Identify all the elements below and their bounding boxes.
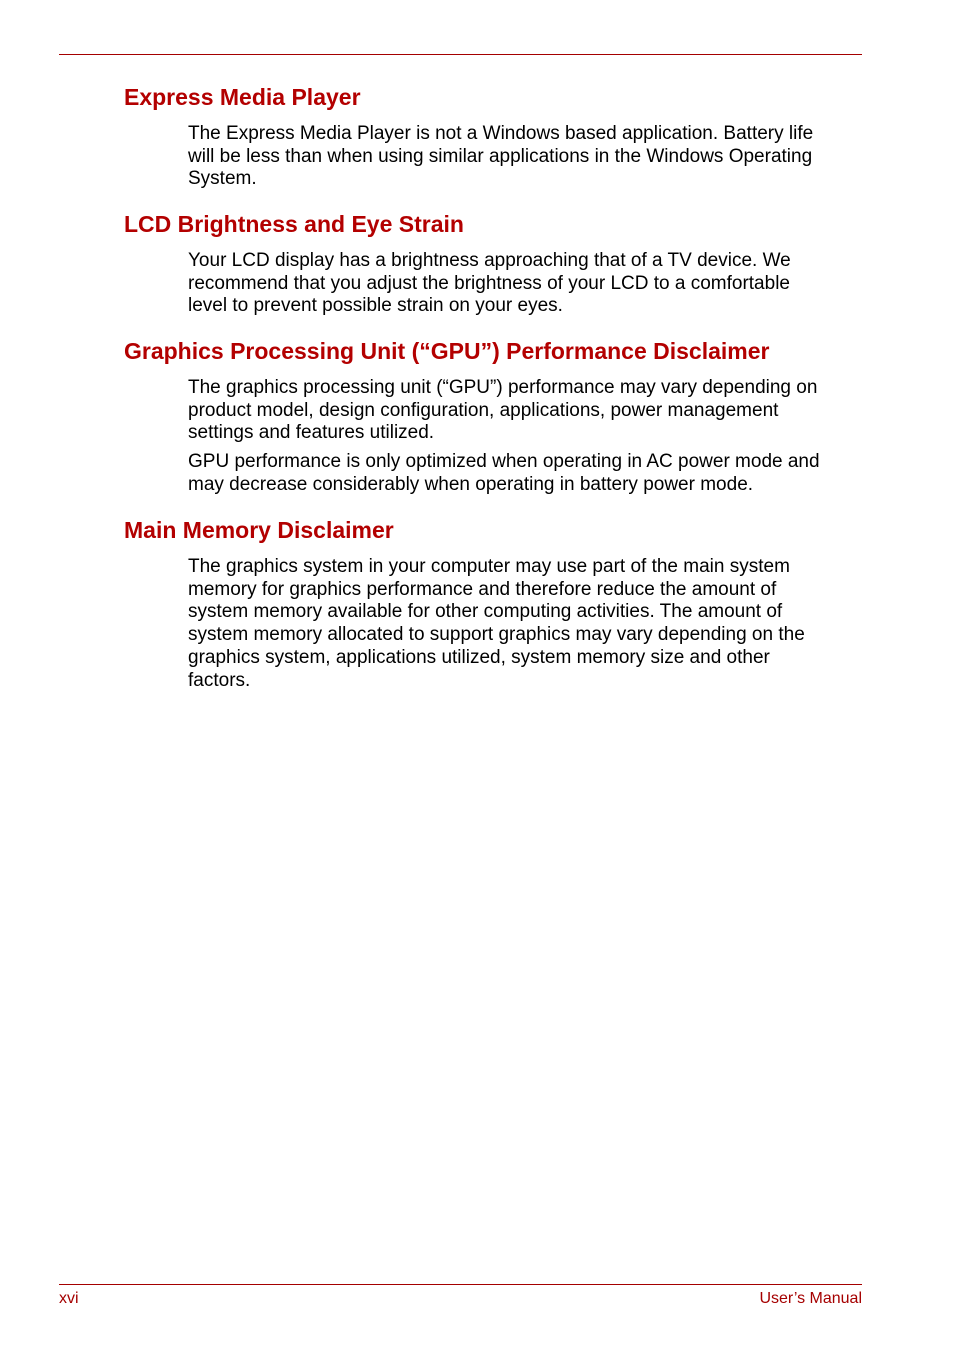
footer-rule [59, 1284, 862, 1285]
text-line: system memory allocated to support graphics may vary depending on the [188, 624, 805, 646]
text-line: product model, design configuration, applications, power management [188, 399, 779, 421]
paragraph-express-media-player [188, 123, 868, 191]
section-title-lcd-brightness: LCD Brightness and Eye Strain [124, 211, 464, 237]
paragraph-gpu-variation [188, 377, 868, 445]
text-line: System. [188, 168, 257, 190]
text-line: recommend that you adjust the brightness of your LCD to a comfortable [188, 272, 790, 294]
text-line: system memory available for other computing activities. The amount of [188, 601, 783, 623]
section-title-gpu-disclaimer: Graphics Processing Unit (“GPU”) Performance Disclaimer [124, 338, 770, 364]
text-line: level to prevent possible strain on your eyes. [188, 295, 563, 317]
paragraph-main-memory [188, 556, 868, 692]
footer-page-number: xvi [59, 1290, 79, 1307]
text-line: may decrease considerably when operating in battery power mode. [188, 473, 754, 495]
text-line: The graphics processing unit (“GPU”) performance may vary depending on [188, 377, 818, 398]
text-line: memory for graphics performance and therefore reduce the amount of [188, 578, 777, 600]
paragraph-lcd-brightness [188, 250, 868, 318]
text-line: settings and features utilized. [188, 422, 435, 444]
text-line: graphics system, applications utilized, system memory size and other [188, 646, 770, 668]
paragraph-gpu-power-mode [188, 451, 868, 496]
text-line: The Express Media Player is not a Windows based application. Battery life [188, 123, 814, 144]
footer-manual-title: User’s Manual [759, 1290, 862, 1307]
text-line: factors. [188, 669, 251, 691]
text-line: GPU performance is only optimized when operating in AC power mode and [188, 451, 820, 472]
text-line: Your LCD display has a brightness approaching that of a TV device. We [188, 250, 791, 271]
section-title-main-memory: Main Memory Disclaimer [124, 517, 394, 543]
text-line: The graphics system in your computer may use part of the main system [188, 556, 790, 577]
text-line: will be less than when using similar applications in the Windows Operating [188, 145, 813, 167]
header-rule [59, 54, 862, 55]
section-title-express-media-player: Express Media Player [124, 84, 361, 110]
